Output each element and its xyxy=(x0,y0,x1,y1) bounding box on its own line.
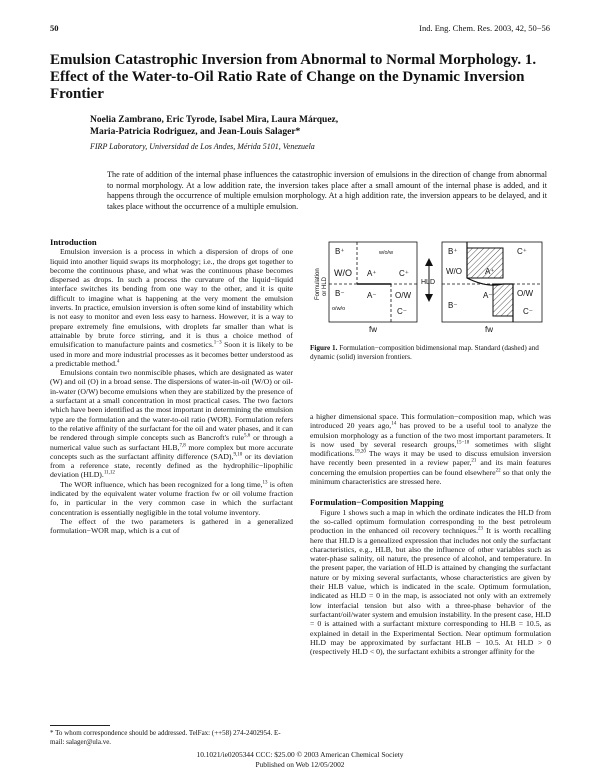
region-label-right: W/O xyxy=(446,267,462,276)
right-map-hatched-zone-lower xyxy=(493,284,513,316)
journal-citation: Ind. Eng. Chem. Res. 2003, 42, 50−56 xyxy=(419,23,550,33)
caption-label: Figure 1. xyxy=(310,344,338,352)
region-label-right: C⁻ xyxy=(523,307,533,316)
authors-line-2: Maria-Patricia Rodriguez, and Jean-Louis Salager* xyxy=(90,127,301,137)
left-map-axis-label-a: Formulation xyxy=(315,268,321,300)
article-title: Emulsion Catastrophic Inversion from Abnormal to Normal Morphology. 1. Effect of the Water-to-Oil Ratio Rate of Change on the Dynamic Inversion Frontier xyxy=(50,52,537,102)
caption-text: Formulation−composition bidimensional map. Standard (dashed) and dynamic (solid) inversion frontiers. xyxy=(310,344,539,361)
region-label-left: C⁺ xyxy=(399,269,409,278)
left-column xyxy=(50,238,293,723)
region-label-right: B⁻ xyxy=(448,301,458,310)
author-list xyxy=(90,114,550,138)
region-label-left: A⁺ xyxy=(367,269,377,278)
hld-arrow-label: HLD xyxy=(421,279,436,286)
region-label-left: o/w/o xyxy=(332,306,346,312)
formulation-composition-maps xyxy=(307,238,552,338)
region-label-right: C⁺ xyxy=(517,247,527,256)
intro-paragraph-1: Emulsion inversion is a process in which a dispersion of drops of one liquid into another liquid swaps its morphology; i.e., the drops get together to become the continuous phase, and what was the continuous phase becomes dispersed as drops. In such a process the curvature of the liquid−liquid interface switches its bending from one way to the other, and it is quite difficult to imagine what is happening at the very moment the emulsion inverts. In practice, emulsion inversion is often some kind of instability which is not easy to monitor and even less easy to harness. However, it is a way to prepare extremely fine emulsions, with droplets far smaller than what is attainable by brute force stirring, and it is thus a choice method of emulsification to manufacture paints and cosmetics.$^{1-3}$ Soon it is likely to be used in more and more industrial processes as it becomes better understood as a predictable method.$^4$ xyxy=(50,247,293,368)
right-map-axis-bottom: fw xyxy=(485,325,493,334)
footnote-text: To whom correspondence should be addressed. TelFax: (++58) 274-2402954. E-mail: salager@ula.ve. xyxy=(50,729,281,746)
hld-arrow-up-head xyxy=(425,258,433,266)
region-label-left: C⁻ xyxy=(397,307,407,316)
region-label-left: A⁻ xyxy=(367,291,377,300)
page-footer xyxy=(50,750,550,769)
figure-1 xyxy=(307,238,552,338)
publication-date-line: Published on Web 12/05/2002 xyxy=(255,759,345,769)
right-paragraph-2: Figure 1 shows such a map in which the ordinate indicates the HLD from the so-called optimum formulation corresponding to the best petroleum production in the enhanced oil recovery techniques.$^{23}$ It is worth recalling here that HLD is a genealized expression that includes not only the surfactant characteristics, e.g., HLB, but also the influence of other variables such as water-phase salinity, oil nature, the presence of alcohol, and temperature. In the present paper, the variation of HLD is attained by changing the surfactant nature or by mixing several surfactants, whose characteristics are given by their HLB value, which is indicated in the scale. Optimum formulation, indicated as HLD = 0 in the map, is associated not only with an extremely low interfacial tension but also with a three-phase behavior of the surfactant/oil/water system and emulsion instability. In the present case, HLD = 0 is attained with a surfactant mixture corresponding to HLB = 10.5, as explained in detail in the Experimental Section. Near optimum formulation HLD may be approximated by surfactant HLB − 10.5. At HLD > 0 (respectively HLD < 0), the surfactant exhibits a stronger affinity for the xyxy=(310,507,551,657)
left-map-axis-bottom: fw xyxy=(369,325,377,334)
intro-paragraph-4: The effect of the two parameters is gathered in a generalized formulation−WOR map, which is a cut of xyxy=(50,516,293,536)
abstract: The rate of addition of the internal phase influences the catastrophic inversion of emulsions in the direction of change from abnormal to normal morphology. At a low addition rate, the inversion takes place after a small amount of the internal phase is added, and it happens through the occurrence of multiple emulsion morphology. At a high addition rate, the inversion appears to be delayed, and it takes place without the occurrence of a multiple emulsion. xyxy=(107,170,547,211)
introduction-heading: Introduction xyxy=(50,238,97,247)
region-label-right: O/W xyxy=(517,289,533,298)
intro-paragraph-3: The WOR influence, which has been recognized for a long time,$^{13}$ is often indicated by the equivalent water volume fraction fw or oil volume fraction fo, in particular in the very common case in which the surfactant concentration is essentially negligible in the total volume inventory. xyxy=(50,479,293,517)
footnote-rule xyxy=(50,725,110,726)
region-label-right: B⁺ xyxy=(448,247,458,256)
region-label-left: w/o/w xyxy=(379,250,394,256)
right-paragraph-1: a higher dimensional space. This formulation−composition map, which was introduced 20 years ago,$^{14}$ has proved to be a useful tool to analyze the emulsion morphology as a function of the two most important parameters. It is now used by several research groups,$^{15-18}$ sometimes with slight modifications.$^{19,20}$ The ways it may be used to discuss emulsion inversion have recently been presented in a review paper,$^{21}$ and its main features concerning the emulsion properties can be found elsewhere$^{22}$ so that only the minimum characteristics are stressed here. xyxy=(310,412,551,487)
figure-1-caption xyxy=(310,344,550,362)
right-column xyxy=(310,412,551,742)
page-number: 50 xyxy=(50,23,59,33)
intro-paragraph-2: Emulsions contain two nonmiscible phases, which are designated as water (W) and oil (O) in a broad sense. The dispersions of water-in-oil (W/O) or oil-in-water (O/W) become emulsions when they are stabilized by the presence of a surfactant at a small concentration in most practical cases. The two factors which have been identified as the most important in determining the emulsion type are the formulation and the water-to-oil ratio (WOR). Formulation refers to the relative affinity of the surfactant for the oil and water phases, and it can be rendered through simple concepts such as Bancroft's rule$^{5,6}$ or through a numerical value such as surfactant HLB,$^{7,8}$ more complex but more accurate concepts such as the surfactant affinity difference (SAD),$^{9,10}$ or its deviation from a reference state, recently defined as the hydrophilic−lipophilic deviation (HLD).$^{11,12}$ xyxy=(50,368,293,480)
affiliation: FIRP Laboratory, Universidad de Los Andes, Mérida 5101, Venezuela xyxy=(90,142,315,151)
region-label-right: A⁻ xyxy=(483,291,493,300)
authors-line-1: Noelia Zambrano, Eric Tyrode, Isabel Mira, Laura Márquez, xyxy=(90,115,339,125)
running-header xyxy=(50,23,550,35)
region-label-left: B⁺ xyxy=(335,247,345,256)
doi-copyright-line: 10.1021/ie0205344 CCC: $25.00 © 2003 American Chemical Society xyxy=(196,750,404,759)
region-label-left: W/O xyxy=(334,268,352,278)
region-label-left: O/W xyxy=(395,291,411,300)
left-map-axis-label-b: or HLD xyxy=(322,276,328,296)
footnote-marker: * xyxy=(50,729,54,737)
mapping-section-heading: Formulation−Composition Mapping xyxy=(310,497,444,508)
region-label-left: B⁻ xyxy=(335,289,345,298)
correspondence-footnote xyxy=(50,729,293,747)
region-label-right: A⁺ xyxy=(485,267,495,276)
hld-arrow-down-head xyxy=(425,294,433,302)
